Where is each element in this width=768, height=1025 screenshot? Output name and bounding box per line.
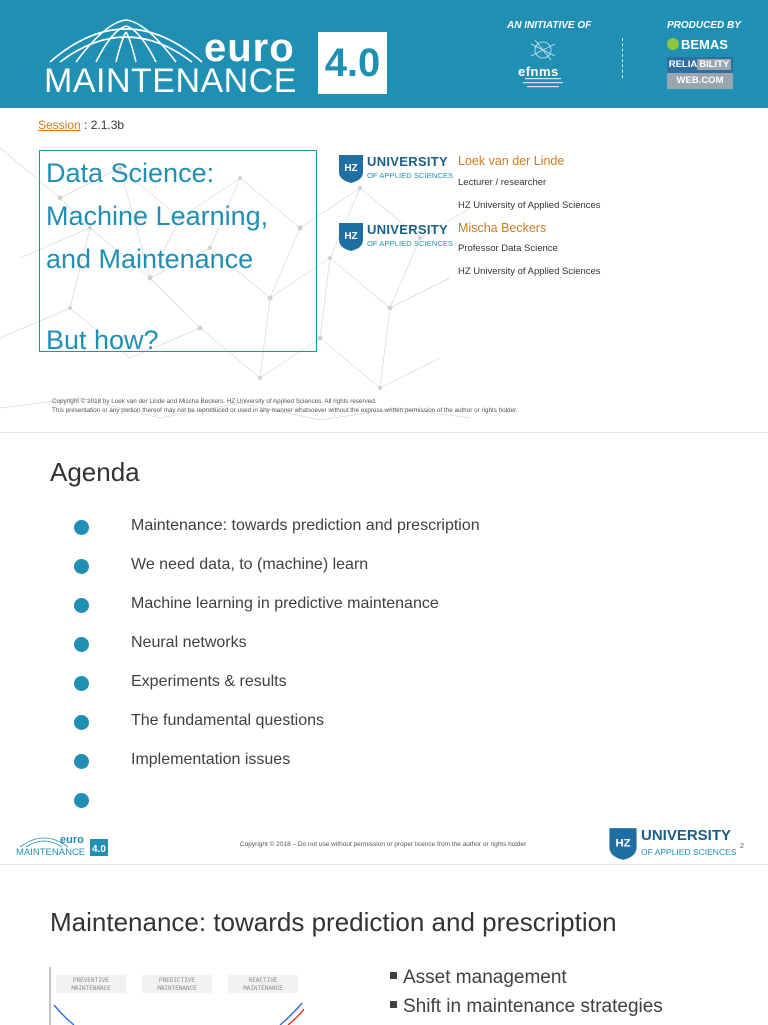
footer-euromaintenance-logo xyxy=(14,831,110,861)
brand-euro: euro xyxy=(204,26,295,70)
hz-university-logo: HZ UNIVERSITY OF APPLIED SCIENCES xyxy=(338,222,450,254)
svg-text:MAINTENANCE: MAINTENANCE xyxy=(16,847,86,858)
euromaintenance-arc-logo xyxy=(46,8,206,64)
slide-title: Maintenance: towards prediction and prescription xyxy=(50,907,617,937)
bullet-item: Asset management xyxy=(390,967,663,996)
session-value: : 2.1.3b xyxy=(80,118,125,132)
author-name: Mischa Beckers xyxy=(458,221,547,235)
bemas-dot-icon xyxy=(667,38,679,50)
reliabilityweb-logo: RELIA BILITY WEB.COM xyxy=(667,57,733,89)
hz-shield-icon xyxy=(608,827,638,861)
author-organization: HZ University of Applied Sciences xyxy=(458,200,601,211)
bullet-icon xyxy=(74,715,89,730)
presentation-subtitle: But how? xyxy=(46,325,159,355)
svg-text:HZ: HZ xyxy=(344,163,358,174)
hz-university-logo: HZ UNIVERSITY OF APPLIED SCIENCES xyxy=(338,154,450,186)
chart-label: MAINTENANCE xyxy=(243,985,283,992)
agenda-title: Agenda xyxy=(50,457,140,487)
chart-label: PREVENTIVE xyxy=(72,977,110,984)
author-name: Loek van der Linde xyxy=(458,154,565,168)
bullet-icon xyxy=(74,520,89,535)
square-bullet-icon xyxy=(390,1001,397,1008)
author-organization: HZ University of Applied Sciences xyxy=(458,266,601,277)
initiative-label: AN INITIATIVE OF xyxy=(507,20,592,31)
chart-label: MAINTENANCE xyxy=(157,985,197,992)
bullet-icon xyxy=(74,676,89,691)
footer-hz-university-logo: HZ UNIVERSITY OF APPLIED SCIENCES xyxy=(608,827,738,863)
chart-label: REACTIVE xyxy=(248,977,278,984)
hz-shield-icon xyxy=(338,154,364,184)
svg-text:HZ: HZ xyxy=(615,837,631,850)
presentation-title: Data Science: Machine Learning, and Maintenance xyxy=(46,158,269,274)
footer-copyright: Copyright © 2018 – Do not use without permission or proper licence from the author or rights holder xyxy=(240,841,527,848)
banner-divider xyxy=(622,38,623,78)
chart-label: MAINTENANCE xyxy=(71,985,111,992)
session-label: Session xyxy=(38,118,81,132)
svg-text:HZ: HZ xyxy=(344,231,358,242)
slide-bullets xyxy=(390,967,663,1025)
produced-by-label: PRODUCED BY xyxy=(667,20,741,31)
efnms-text: efnms xyxy=(518,64,559,79)
svg-text:euro: euro xyxy=(60,834,84,846)
bullet-icon xyxy=(74,793,89,808)
session-line xyxy=(38,118,124,132)
agenda-slide: Agenda Maintenance: towards prediction and prescription We need data, to (machine) learn Machine learning in predictive maintenance Neural networks Experiments & results The fundamental questions Implementation issues euro MAINTENANCE 4.0 Copyright © 2018 – Do not use without permission or proper licence from the author or rights holder HZ UNIVERSITY OF APPLIED SCIENCES 2 xyxy=(0,432,768,864)
header-banner xyxy=(0,0,768,108)
hz-shield-icon xyxy=(338,222,364,252)
square-bullet-icon xyxy=(390,972,397,979)
bullet-icon xyxy=(74,637,89,652)
copyright-notice: Copyright © 2018 by Loek van der Linde and Mischa Beckers. HZ University of Applied Sciences. All rights reserved. This presentation or any portion thereof may not be reproduced or used in any manner whatsoever without the express written permission of the author or rights holder. xyxy=(52,398,518,414)
page-number: 2 xyxy=(740,843,744,850)
brand-maintenance: MAINTENANCE xyxy=(44,62,297,100)
chart-label: PREDICTIVE xyxy=(158,977,196,984)
bemas-logo: BEMAS xyxy=(667,36,733,54)
maintenance-strategy-chart xyxy=(44,963,304,1025)
bullet-icon xyxy=(74,559,89,574)
bullet-icon xyxy=(74,754,89,769)
brand-version: 4.0 xyxy=(318,32,387,94)
svg-text:4.0: 4.0 xyxy=(92,844,106,855)
title-slide xyxy=(0,0,768,432)
bullet-item: Shift in maintenance strategies xyxy=(390,996,663,1025)
author-role: Professor Data Science xyxy=(458,243,558,254)
maintenance-slide xyxy=(0,864,768,1024)
bullet-icon xyxy=(74,598,89,613)
author-role: Lecturer / researcher xyxy=(458,177,547,188)
